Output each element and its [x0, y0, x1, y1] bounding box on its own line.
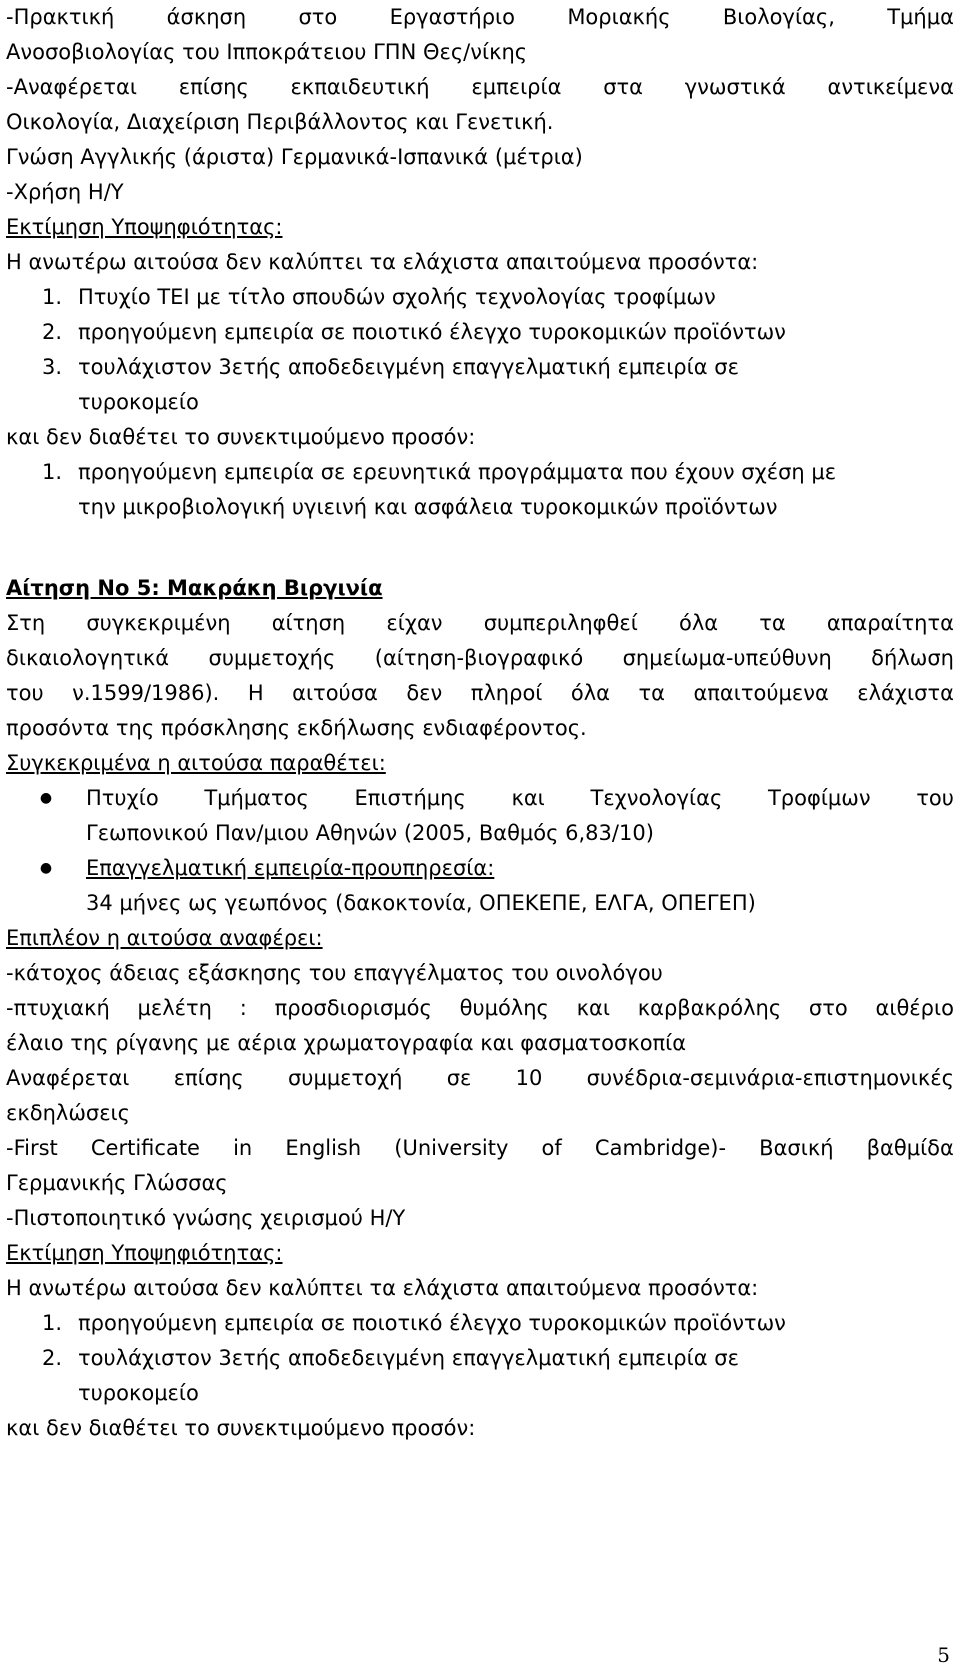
- bullet-continuation: Γεωπονικού Παν/μιου Αθηνών (2005, Βαθμός 6,83/10): [86, 821, 654, 845]
- word: δεν: [406, 681, 443, 705]
- word: στο: [808, 996, 848, 1020]
- word: Μοριακής: [567, 5, 671, 29]
- word: -Πρακτική: [6, 5, 115, 29]
- word: εκπαιδευτική: [290, 75, 430, 99]
- word: άσκηση: [166, 5, 247, 29]
- list-item-continuation: τυροκομείο: [78, 1381, 199, 1405]
- text-line: -Χρήση Η/Υ: [6, 180, 124, 204]
- text-line: εκδηλώσεις: [6, 1101, 130, 1125]
- word: όλα: [570, 681, 610, 705]
- word: Στη: [6, 611, 46, 635]
- word: συμμετοχή: [288, 1066, 403, 1090]
- word: in: [233, 1136, 253, 1160]
- text-line: [6, 606, 954, 641]
- list-item: 2. προηγούμενη εμπειρία σε ποιοτικό έλεγχο τυροκομικών προϊόντων: [42, 320, 786, 344]
- word: συμπεριληφθεί: [483, 611, 638, 635]
- word: σε: [446, 1066, 472, 1090]
- text-line: Γερμανικής Γλώσσας: [6, 1171, 228, 1195]
- word: του: [916, 786, 954, 810]
- word: είχαν: [386, 611, 443, 635]
- text-line: [6, 70, 954, 105]
- word: ν.1599/1986).: [72, 681, 220, 705]
- word: συμμετοχής: [208, 646, 336, 670]
- list-item: 1. προηγούμενη εμπειρία σε ποιοτικό έλεγχο τυροκομικών προϊόντων: [42, 1311, 786, 1335]
- bullet-item: ● Επαγγελματική εμπειρία-προυπηρεσία:: [6, 851, 954, 886]
- word: Αναφέρεται: [6, 1066, 130, 1090]
- list-item-continuation: τυροκομείο: [78, 390, 199, 414]
- text-line: Ανοσοβιολογίας του Ιπποκράτειου ΓΠΝ Θες/νίκης: [6, 40, 528, 64]
- text-line: [6, 1061, 954, 1096]
- word: Τμήμα: [887, 5, 954, 29]
- word: θυμόλης: [459, 996, 549, 1020]
- word: 10: [515, 1066, 543, 1090]
- text-line: προσόντα της πρόσκλησης εκδήλωσης ενδιαφέροντος.: [6, 716, 587, 740]
- word: αιθέριο: [875, 996, 954, 1020]
- text-line: Οικολογία, Διαχείριση Περιβάλλοντος και Γενετική.: [6, 110, 554, 134]
- bullet-item: [6, 781, 954, 816]
- text-line: Η ανωτέρω αιτούσα δεν καλύπτει τα ελάχιστα απαιτούμενα προσόντα:: [6, 250, 759, 274]
- word: Βιολογίας,: [722, 5, 835, 29]
- word: Cambridge)-: [594, 1136, 727, 1160]
- page-number: 5: [937, 1643, 950, 1667]
- word: του: [6, 681, 44, 705]
- text-line: [6, 676, 954, 711]
- text-line: [6, 991, 954, 1026]
- word: (University: [394, 1136, 509, 1160]
- document-page: [6, 0, 954, 1446]
- word: τα: [759, 611, 786, 635]
- word: Βασική: [759, 1136, 834, 1160]
- text-line: [6, 641, 954, 676]
- word: απαραίτητα: [826, 611, 954, 635]
- word: δήλωση: [871, 646, 954, 670]
- word: σημείωμα-υπεύθυνη: [622, 646, 832, 670]
- list-item: 1. Πτυχίο ΤΕΙ με τίτλο σπουδών σχολής τεχνολογίας τροφίμων: [42, 285, 716, 309]
- list-item-continuation: την μικροβιολογική υγιεινή και ασφάλεια τυροκομικών προϊόντων: [78, 495, 778, 519]
- text-line: Η ανωτέρω αιτούσα δεν καλύπτει τα ελάχιστα απαιτούμενα προσόντα:: [6, 1276, 759, 1300]
- word: Τμήματος: [204, 786, 309, 810]
- word: συγκεκριμένη: [86, 611, 231, 635]
- bullet-icon: ●: [39, 860, 53, 876]
- word: ελάχιστα: [857, 681, 954, 705]
- bullet-icon: ●: [39, 790, 53, 806]
- word: στα: [603, 75, 643, 99]
- word: αντικείμενα: [827, 75, 954, 99]
- word: -Αναφέρεται: [6, 75, 137, 99]
- word: απαιτούμενα: [693, 681, 829, 705]
- word: μελέτη: [137, 996, 212, 1020]
- word: -First: [6, 1136, 58, 1160]
- word: γνωστικά: [684, 75, 786, 99]
- text-line: [6, 0, 954, 35]
- word: πληροί: [470, 681, 543, 705]
- word: Certificate: [90, 1136, 200, 1160]
- word: -πτυχιακή: [6, 996, 110, 1020]
- list-item: 2. τουλάχιστον 3ετής αποδεδειγμένη επαγγελματική εμπειρία σε: [42, 1346, 739, 1370]
- word: επίσης: [178, 75, 249, 99]
- word: Επιστήμης: [354, 786, 466, 810]
- word: Τεχνολογίας: [590, 786, 723, 810]
- word: of: [541, 1136, 562, 1160]
- word: English: [285, 1136, 362, 1160]
- list-item: 3. τουλάχιστον 3ετής αποδεδειγμένη επαγγελματική εμπειρία σε: [42, 355, 739, 379]
- text-line: και δεν διαθέτει το συνεκτιμούμενο προσόν:: [6, 425, 476, 449]
- word: εμπειρία: [471, 75, 562, 99]
- text-line: -Πιστοποιητικό γνώσης χειρισμού Η/Υ: [6, 1206, 406, 1230]
- assessment-heading: Εκτίμηση Υποψηφιότητας:: [6, 215, 283, 239]
- word: αίτηση: [271, 611, 346, 635]
- word: επίσης: [173, 1066, 244, 1090]
- bullet-continuation: 34 μήνες ως γεωπόνος (δακοκτονία, ΟΠΕΚΕΠΕ, ΕΛΓΑ, ΟΠΕΓΕΠ): [86, 891, 756, 915]
- assessment-heading: Εκτίμηση Υποψηφιότητας:: [6, 1241, 283, 1265]
- text-line: Γνώση Αγγλικής (άριστα) Γερμανικά-Ισπανικά (μέτρια): [6, 145, 583, 169]
- word: και: [511, 786, 545, 810]
- lists-intro: Συγκεκριμένα η αιτούσα παραθέτει:: [6, 751, 386, 775]
- word: δικαιολογητικά: [6, 646, 170, 670]
- word: Εργαστήριο: [389, 5, 515, 29]
- word: (αίτηση-βιογραφικό: [374, 646, 584, 670]
- also-heading: Επιπλέον η αιτούσα αναφέρει:: [6, 926, 323, 950]
- word: τα: [638, 681, 665, 705]
- text-line: έλαιο της ρίγανης με αέρια χρωματογραφία και φασματοσκοπία: [6, 1031, 687, 1055]
- word: Πτυχίο: [86, 786, 159, 810]
- word: βαθμίδα: [866, 1136, 954, 1160]
- word: Η: [247, 681, 264, 705]
- list-item: 1. προηγούμενη εμπειρία σε ερευνητικά προγράμματα που έχουν σχέση με: [42, 460, 837, 484]
- word: στο: [298, 5, 338, 29]
- word: όλα: [678, 611, 719, 635]
- text-line: [6, 1131, 954, 1166]
- word: προσδιορισμός: [274, 996, 432, 1020]
- word: συνέδρια-σεμινάρια-επιστημονικές: [586, 1066, 954, 1090]
- word: και: [576, 996, 610, 1020]
- text-line: και δεν διαθέτει το συνεκτιμούμενο προσόν:: [6, 1416, 476, 1440]
- text-line: -κάτοχος άδειας εξάσκησης του επαγγέλματος του οινολόγου: [6, 961, 663, 985]
- word: καρβακρόλης: [637, 996, 782, 1020]
- word: Τροφίμων: [767, 786, 871, 810]
- word: αιτούσα: [292, 681, 378, 705]
- word: :: [239, 996, 247, 1020]
- application-title: Αίτηση Νο 5: Μακράκη Βιργινία: [6, 576, 383, 600]
